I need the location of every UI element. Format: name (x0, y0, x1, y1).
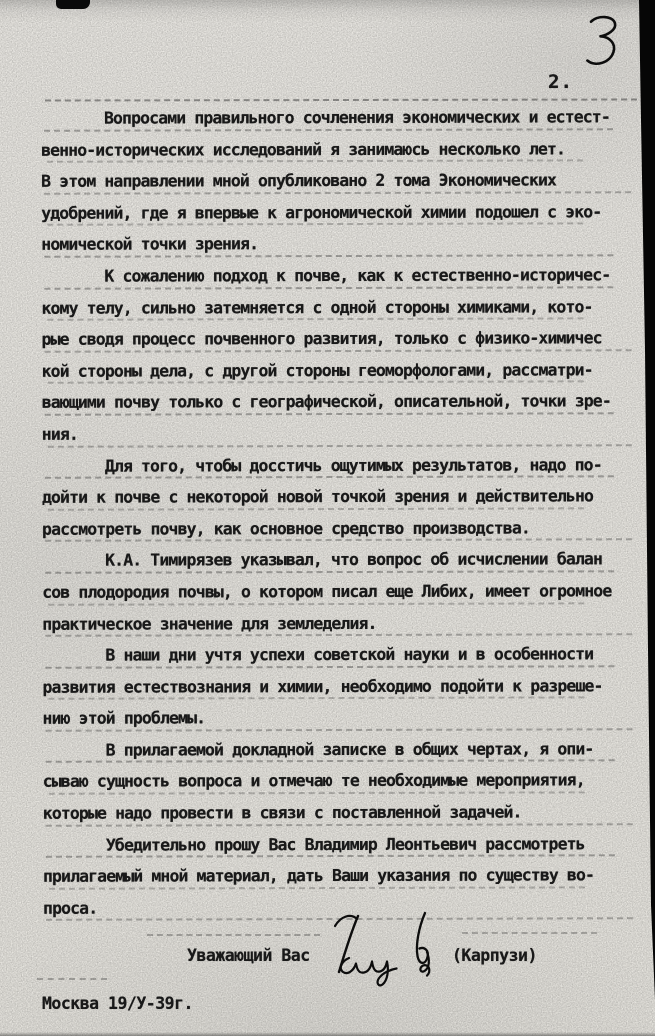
paragraph (41, 259, 643, 450)
letter-body (41, 101, 645, 924)
text-line: В наши дни учтя успехи советской науки и в особенности (42, 638, 644, 671)
text-line: К сожалению подход к почве, как к естественно-историчес- (41, 259, 643, 292)
closing-salutation: Уважающий Вас (187, 946, 310, 965)
text-line: удобрений, где я впервые к агрономической химии подошел с эко- (41, 196, 643, 229)
text-line: вающими почву только с географической, описательной, точки зре- (42, 386, 644, 419)
scan-artifact-blob (56, 0, 90, 9)
text-line: В прилагаемой докладной записке в общих чертах, я опи- (43, 733, 645, 766)
text-line: развития естествознания и химии, необходимо подойти к разреше- (42, 670, 644, 703)
page-number: 2. (548, 71, 573, 93)
paragraph (42, 638, 644, 734)
text-line: кой стороны дела, с другой стороны геоморфологами, рассматри- (42, 354, 644, 387)
paragraph (41, 101, 643, 261)
text-line: которые надо провести в связи с поставленной задачей. (43, 796, 645, 829)
text-line: ния. (42, 417, 644, 450)
text-line: сов плодородия почвы, о котором писал еще Либих, имеет огромное (42, 575, 644, 608)
text-line: К.А. Тимирязев указывал, что вопрос об исчислении балан (42, 544, 644, 577)
text-line: дойти к почве с некоторой новой точкой зрения и действительно (42, 480, 644, 513)
text-line: Убедительно прошу Вас Владимир Леонтьевич рассмотреть (43, 828, 645, 861)
handwritten-signature-icon (318, 910, 453, 990)
handwritten-page-mark-icon (580, 12, 623, 70)
scan-bottom-shadow (0, 1032, 655, 1036)
text-line: прилагаемый мной материал, дать Ваши указания по существу во- (43, 859, 645, 892)
place-date: Москва 19/У-39г. (42, 994, 193, 1013)
text-line: Вопросами правильного сочленения экономических и естест- (41, 101, 643, 134)
text-line: В этом направлении мной опубликовано 2 тома Экономических (41, 164, 643, 197)
signer-name: (Карпузи) (452, 946, 537, 965)
text-line: рассмотреть почву, как основное средство производства. (42, 512, 644, 545)
text-line: нию этой проблемы. (42, 701, 644, 734)
text-line: венно-исторических исследований я занимаюсь несколько лет. (41, 133, 643, 166)
text-line: рые сводя процесс почвенного развития, только с физико-химичес (42, 322, 644, 355)
text-line: Для того, чтобы досстичь ощутимых результатов, надо по- (42, 449, 644, 482)
text-line: сываю сущность вопроса и отмечаю те необходимые мероприятия, (43, 765, 645, 798)
paragraph (42, 449, 644, 545)
text-line: кому телу, сильно затемняется с одной стороны химиками, кото- (41, 291, 643, 324)
text-line: номической точки зрения. (41, 228, 643, 261)
paragraph (42, 544, 644, 640)
text-line: проса. (43, 891, 645, 924)
paragraph (43, 733, 645, 829)
text-line: практическое значение для земледелия. (42, 607, 644, 640)
